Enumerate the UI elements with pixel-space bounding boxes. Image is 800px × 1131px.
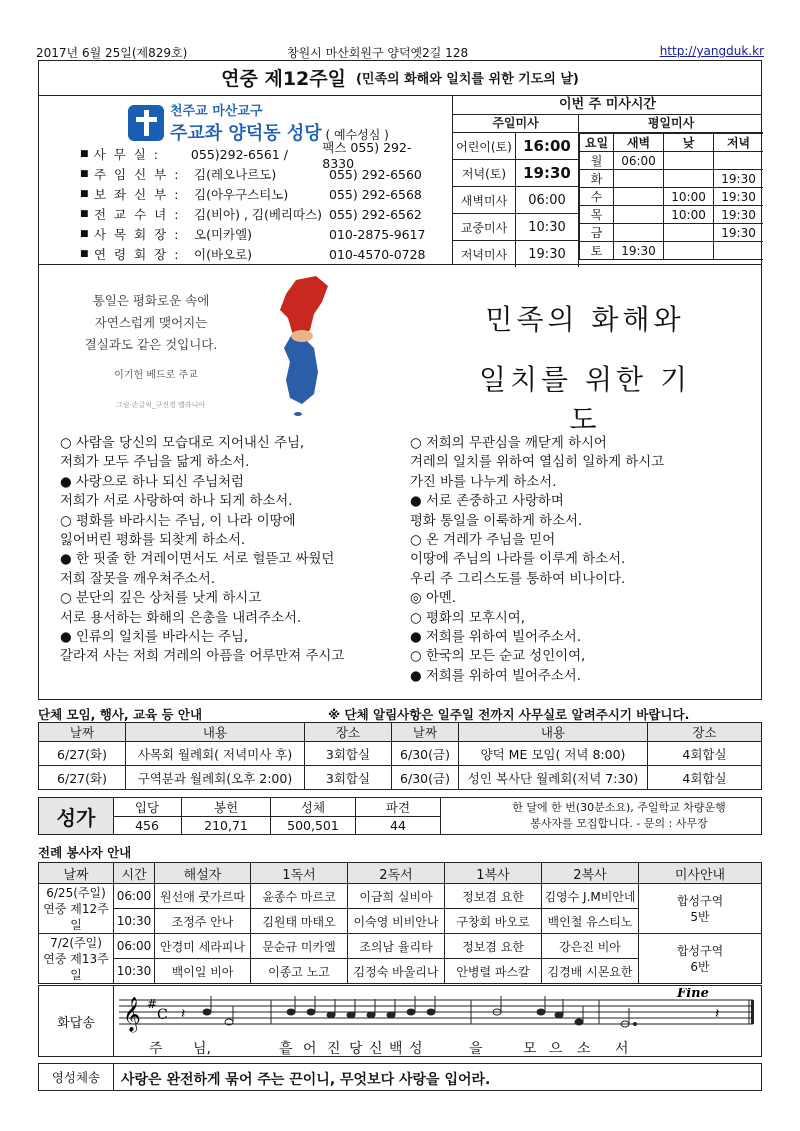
sunday-mass-row: 교중미사 10:30 [453,214,579,241]
servers-section-label: 전례 봉사자 안내 [38,845,132,860]
communion-text: 사랑은 완전하게 묶어 주는 끈이니, 무엇보다 사랑을 입어라. [121,1072,491,1088]
communion-antiphon-box [38,1063,762,1091]
page-subtitle: (민족의 화해와 일치를 위한 기도의 날) [355,72,579,87]
korea-map-icon [266,272,336,422]
volunteer-notice: 한 달에 한 번(30분소요), 주일학교 차량운행 봉사자를 모집합니다. - 문의 : 사무장 [512,801,726,830]
staff-name: 김(레오나르도) [194,167,277,182]
hymn-header-row: 입당 봉헌 성체 파견 [113,798,441,817]
staff-list [80,139,440,264]
weekday-row: 토 19:30 [580,242,764,260]
sunday-mass-row: 새벽미사 06:00 [453,187,579,214]
weekday-mass-table [579,114,763,260]
bullet-icon: ■ [80,249,89,259]
svg-text:𝄞: 𝄞 [123,997,141,1032]
table-row: 6/27(화) 구역분과 월례회(오후 2:00) 3회합실 6/30(금) 성인 복사단 월례회(저녁 7:30) 4회합실 [39,766,762,790]
weekday-header-row: 요일 새벽 낮 저녁 [580,134,764,152]
svg-text:C: C [157,1007,168,1023]
poster-credit: 그림·손글씨_구진경 멜라니아 [116,401,206,409]
table-row: 7/2(주일) 연중 제13주일 06:00 안경미 세라피나 문순규 미카엘 조의남 율리타 정보겸 요한 강은진 비아 합성구역 6반 [39,934,762,959]
table-row: 6/25(주일) 연중 제12주일 06:00 원선애 쿳가르따 윤종수 마르코 이금희 실비아 정보겸 요한 김영수 J.M비안네 합성구역 5반 [39,884,762,909]
staff-contact: 팩스 055) 292-8330 [322,139,412,171]
table-row: 10:30 백이일 비아 이종고 노고 김정숙 바울리나 안병렬 파스칼 김경배 시몬요한 [39,959,762,984]
weekday-row: 월 06:00 [580,152,764,170]
staff-name: 이(바오로) [194,247,253,262]
events-notice: ※ 단체 알림사항은 일주일 전까지 사무실로 알려주시기 바랍니다. [328,707,690,722]
poster-quote: 통일은 평화로운 속에 자연스럽게 맺어지는 결실과도 같은 것입니다. [84,293,218,352]
staff-role: 보 좌 신 부 : [94,187,181,202]
mass-times-title: 이번 주 미사시간 [453,96,762,115]
weekday-row: 목 10:00 19:30 [580,206,764,224]
prayer-right-column: ○ 저희의 무관심을 깨닫게 하시어 겨레의 일치를 위하여 열심히 일하게 하시고 가진 바를 나누게 하소서. ● 서로 존중하고 사랑하며 평화 통일을 이룩하게 하소서. ○ 온 겨레가 주님을 믿어 이땅에 주님의 나라를 이루게 하소서. 우리 주 그리스도를 통하여 비나이다. ◎ 아멘. ○ 평화의 모후시여, ● 저희를 위하여 빌어주소서. ○ 한국의 모든 순교 성인이여, ● 저희를 위하여 빌어주소서. [410,436,665,684]
responsorial-psalm-box: 화답송 𝄞 # C Fine 𝄽 𝄽 주 님, 흩 어 진 당 신 백 성 을 모 으 소 서 [38,985,762,1057]
staff-row [80,204,440,224]
events-section-label: 단체 모임, 행사, 교육 등 안내 [38,707,203,722]
staff-role: 전 교 수 녀 : [94,207,181,222]
staff-name: 김(아우구스티노) [194,187,289,202]
prayer-left-column: ○ 사람을 당신의 모습대로 지어내신 주님, 저희가 모두 주님을 닮게 하소서. ● 사랑으로 하나 되신 주님처럼 저희가 서로 사랑하여 하나 되게 하소서. ○ 평화를 바라시는 주님, 이 나라 이땅에 잃어버린 평화를 되찾게 하소서. ● 한 핏줄 한 겨레이면서도 서로 헐뜯고 싸웠던 저희 잘못을 깨우쳐주소서. ○ 분단의 깊은 상처를 낫게 하시고 서로 용서하는 화해의 은총을 내려주소서. ● 인류의 일치를 바라시는 주님, 갈라져 사는 저희 겨레의 아픔을 어루만져 주시고 [60,436,345,665]
bullet-icon: ■ [80,169,89,179]
bullet-icon: ■ [80,209,89,219]
communion-label: 영성체송 [39,1064,114,1090]
fine-marking: Fine [677,988,709,1001]
section-divider [38,264,762,265]
svg-text:#: # [147,997,158,1011]
table-row: 10:30 조정주 안나 김원태 마태오 이숙영 비비안나 구창회 바오로 백인철 유스티노 [39,909,762,934]
poster-signature: 이기헌 베드로 주교 [114,370,198,381]
cross-logo-icon [128,105,164,141]
servers-table [38,862,762,984]
music-staff-icon [119,988,755,1036]
hymn-table [113,798,441,834]
hymn-label: 성가 [39,798,114,834]
events-table [38,722,762,790]
staff-role: 사 무 실 : [93,147,160,162]
staff-name: 055)292-6561 / [190,146,289,162]
bullet-icon: ■ [80,189,89,199]
staff-row [80,139,440,171]
diocese-name: 천주교 마산교구 [170,104,263,119]
sunday-mass-row: 어린이(토) 16:00 [453,133,579,160]
events-header-row: 날짜 내용 장소 날짜 내용 장소 [39,723,762,742]
church-name: 주교좌 양덕동 성당 [170,123,322,144]
svg-text:𝄽: 𝄽 [715,1006,720,1022]
weekday-row: 화 19:30 [580,170,764,188]
prayer-title-line1: 민족의 화해와 [485,303,685,336]
staff-name: 오(미카엘) [194,227,253,242]
mass-times-box [452,96,762,264]
staff-contact: 010-2875-9617 [329,226,426,242]
staff-row [80,224,440,244]
staff-row [80,244,440,264]
page-title: 연중 제12주일 [221,68,346,90]
prayer-title-line2: 일치를 위한 기도 [478,363,692,436]
sunday-mass-title: 주일미사 [453,114,579,133]
staff-contact: 055) 292-6560 [329,166,422,182]
staff-role: 주 임 신 부 : [94,167,181,182]
servers-header-row: 날짜 시간 해설자 1독서 2독서 1복사 2복사 미사안내 [39,863,762,884]
bullet-icon: ■ [80,229,89,239]
staff-row [80,164,440,184]
sunday-mass-table [453,114,579,267]
church-address: 창원시 마산회원구 양덕옛2길 128 [287,46,469,60]
staff-contact: 055) 292-6562 [329,206,422,222]
staff-contact: 010-4570-0728 [329,246,426,262]
title-bar [38,60,762,96]
staff-name: 김(비아) , 김(베리따스) [194,207,323,222]
hymn-box [38,797,762,835]
staff-contact: 055) 292-6568 [329,186,422,202]
issue-date: 2017년 6월 25일(제829호) [36,46,188,60]
sunday-mass-row: 저녁(토) 19:30 [453,160,579,187]
psalm-label: 화답송 [39,986,114,1056]
weekday-row: 금 19:30 [580,224,764,242]
staff-role: 연 령 회 장 : [94,247,181,262]
staff-role: 사 목 회 장 : [94,227,181,242]
staff-row [80,184,440,204]
weekday-mass-title: 평일미사 [579,114,763,133]
bullet-icon: ■ [80,149,89,159]
website-link[interactable]: http://yangduk.kr [659,44,764,58]
hymn-value-row: 456 210,71 500,501 44 [113,817,441,835]
church-patron: ( 예수성심 ) [325,128,389,142]
weekday-row: 수 10:00 19:30 [580,188,764,206]
table-row: 6/27(화) 사목회 월례회( 저녁미사 후) 3회합실 6/30(금) 양덕 ME 모임( 저녁 8:00) 4회합실 [39,742,762,766]
svg-text:𝄽: 𝄽 [181,1006,186,1022]
unification-poster [66,272,306,422]
sunday-mass-row: 저녁미사 19:30 [453,241,579,267]
